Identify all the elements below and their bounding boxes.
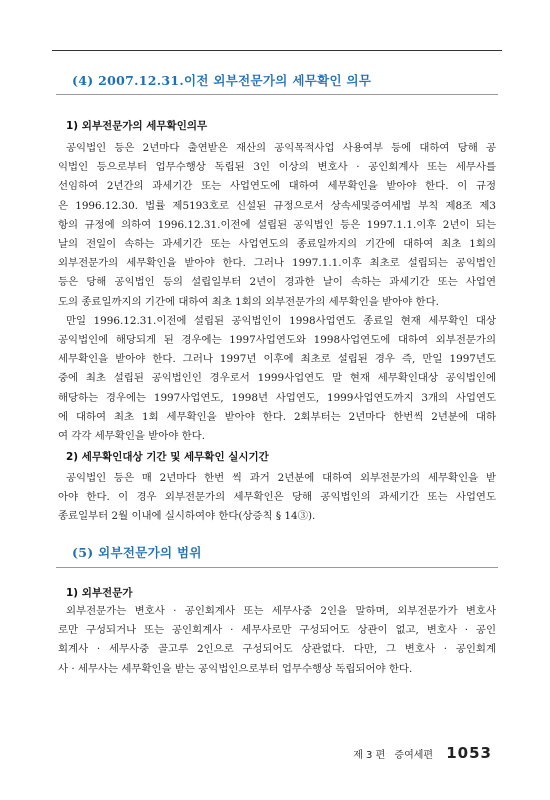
text-line: 중에 최초 설립된 공익법인인 경우로서 1999사업연도 말 현재 세무확인대상 공익법인에 xyxy=(58,372,496,385)
text-line: 은 1996.12.30. 법률 제5193호로 신설된 규정으로서 상속세및증여세법 부칙 제8조 제3 xyxy=(58,199,496,212)
text-line: 도의 종료일까지의 기간에 대하여 최초 1회의 외부전문가의 세무확인을 받아야 한다. xyxy=(58,295,439,308)
page-footer xyxy=(353,744,492,762)
section-5-heading: (5) 외부전문가의 범위 xyxy=(72,545,202,560)
text-line: 에 대하여 최초 1회 세무확인을 받아야 한다. 2회부터는 2년마다 한번씩 2년분에 대하 xyxy=(58,410,496,423)
top-rule xyxy=(52,50,502,51)
text-line: 익법인 등으로부터 업무수행상 독립된 3인 이상의 변호사 · 공인회계사 또는 세무사를 xyxy=(58,161,496,174)
subsection-2-body xyxy=(58,469,496,527)
section-5-underline xyxy=(56,567,498,568)
text-line: 회계사 · 세무사중 골고루 2인으로 구성되어도 상관없다. 다만, 그 변호사 · 공인회계 xyxy=(58,643,496,656)
text-line: 공익법인 등은 매 2년마다 한번 씩 과거 2년분에 대하여 외부전문가의 세무확인을 받 xyxy=(66,472,496,484)
text-line: 로만 구성되거나 또는 공인회계사 · 세무사로만 구성되어도 상관이 없고, 변호사 · 공인 xyxy=(58,624,496,637)
subsection-external-expert-heading: 1) 외부전문가 xyxy=(66,587,133,599)
text-line: 만일 1996.12.31.이전에 설립된 공익법인이 1998사업연도 종료일 현재 세무확인 대상 xyxy=(66,314,496,327)
section-4-underline xyxy=(56,94,498,95)
text-line: 아야 한다. 이 경우 외부전문가의 세무확인은 당해 공익법인의 과세기간 또는 사업연도 xyxy=(58,491,496,504)
text-line: 외부전문가의 세무확인을 받아야 한다. 그러나 1997.1.1.이후 최초로 설립되는 공익법인 xyxy=(58,257,496,270)
text-line: 선임하여 2년간의 과세기간 또는 사업연도에 대하여 세무확인을 받아야 한다. 이 규정 xyxy=(58,180,496,193)
section-4-heading: (4) 2007.12.31.이전 외부전문가의 세무확인 의무 xyxy=(72,73,372,88)
text-line: 해당하는 경우에는 1997사업연도, 1998년 사업연도, 1999사업연도까지 3개의 사업연도 xyxy=(58,391,496,404)
text-line: 공익법인에 해당되게 된 경우에는 1997사업연도와 1998사업연도에 대하여 외부전문가의 xyxy=(58,334,496,347)
subsection-external-expert-body xyxy=(58,602,496,679)
footer-part: 제 3 편 xyxy=(353,750,386,761)
text-line: 날의 전일이 속하는 과세기간 또는 사업연도의 종료일까지의 기간에 대하여 최초 1회의 xyxy=(58,238,496,251)
subsection-2-heading: 2) 세무확인대상 기간 및 세무확인 실시기간 xyxy=(66,451,269,463)
text-line: 공익법인 등은 2년마다 출연받은 재산의 공익목적사업 사용여부 등에 대하여 당해 공 xyxy=(66,142,496,154)
subsection-1-heading: 1) 외부전문가의 세무확인의무 xyxy=(66,120,208,132)
text-line: 항의 규정에 의하여 1996.12.31.이전에 설립된 공익법인 등은 1997.1.1.이후 2년이 되는 xyxy=(58,218,496,231)
text-line: 등은 당해 공익법인 등의 설립일부터 2년이 경과한 날이 속하는 과세기간 또는 사업연 xyxy=(58,276,496,289)
text-line: 외부전문가는 변호사 · 공인회계사 또는 세무사중 2인을 말하며, 외부전문가가 변호사 xyxy=(66,605,496,617)
footer-title: 증여세편 xyxy=(394,750,434,761)
text-line: 사 · 세무사는 세무확인을 받는 공익법인으로부터 업무수행상 독립되어야 한다. xyxy=(58,662,413,675)
text-line: 세무확인을 받아야 한다. 그러나 1997년 이후에 최초로 설립된 경우 즉, 만일 1997년도 xyxy=(58,353,496,366)
page-number: 1053 xyxy=(446,744,492,762)
text-line: 여 각각 세무확인을 받아야 한다. xyxy=(58,430,205,443)
text-line: 종료일부터 2월 이내에 실시하여야 한다(상증칙 § 14③). xyxy=(58,510,316,523)
subsection-1-body xyxy=(58,139,496,446)
